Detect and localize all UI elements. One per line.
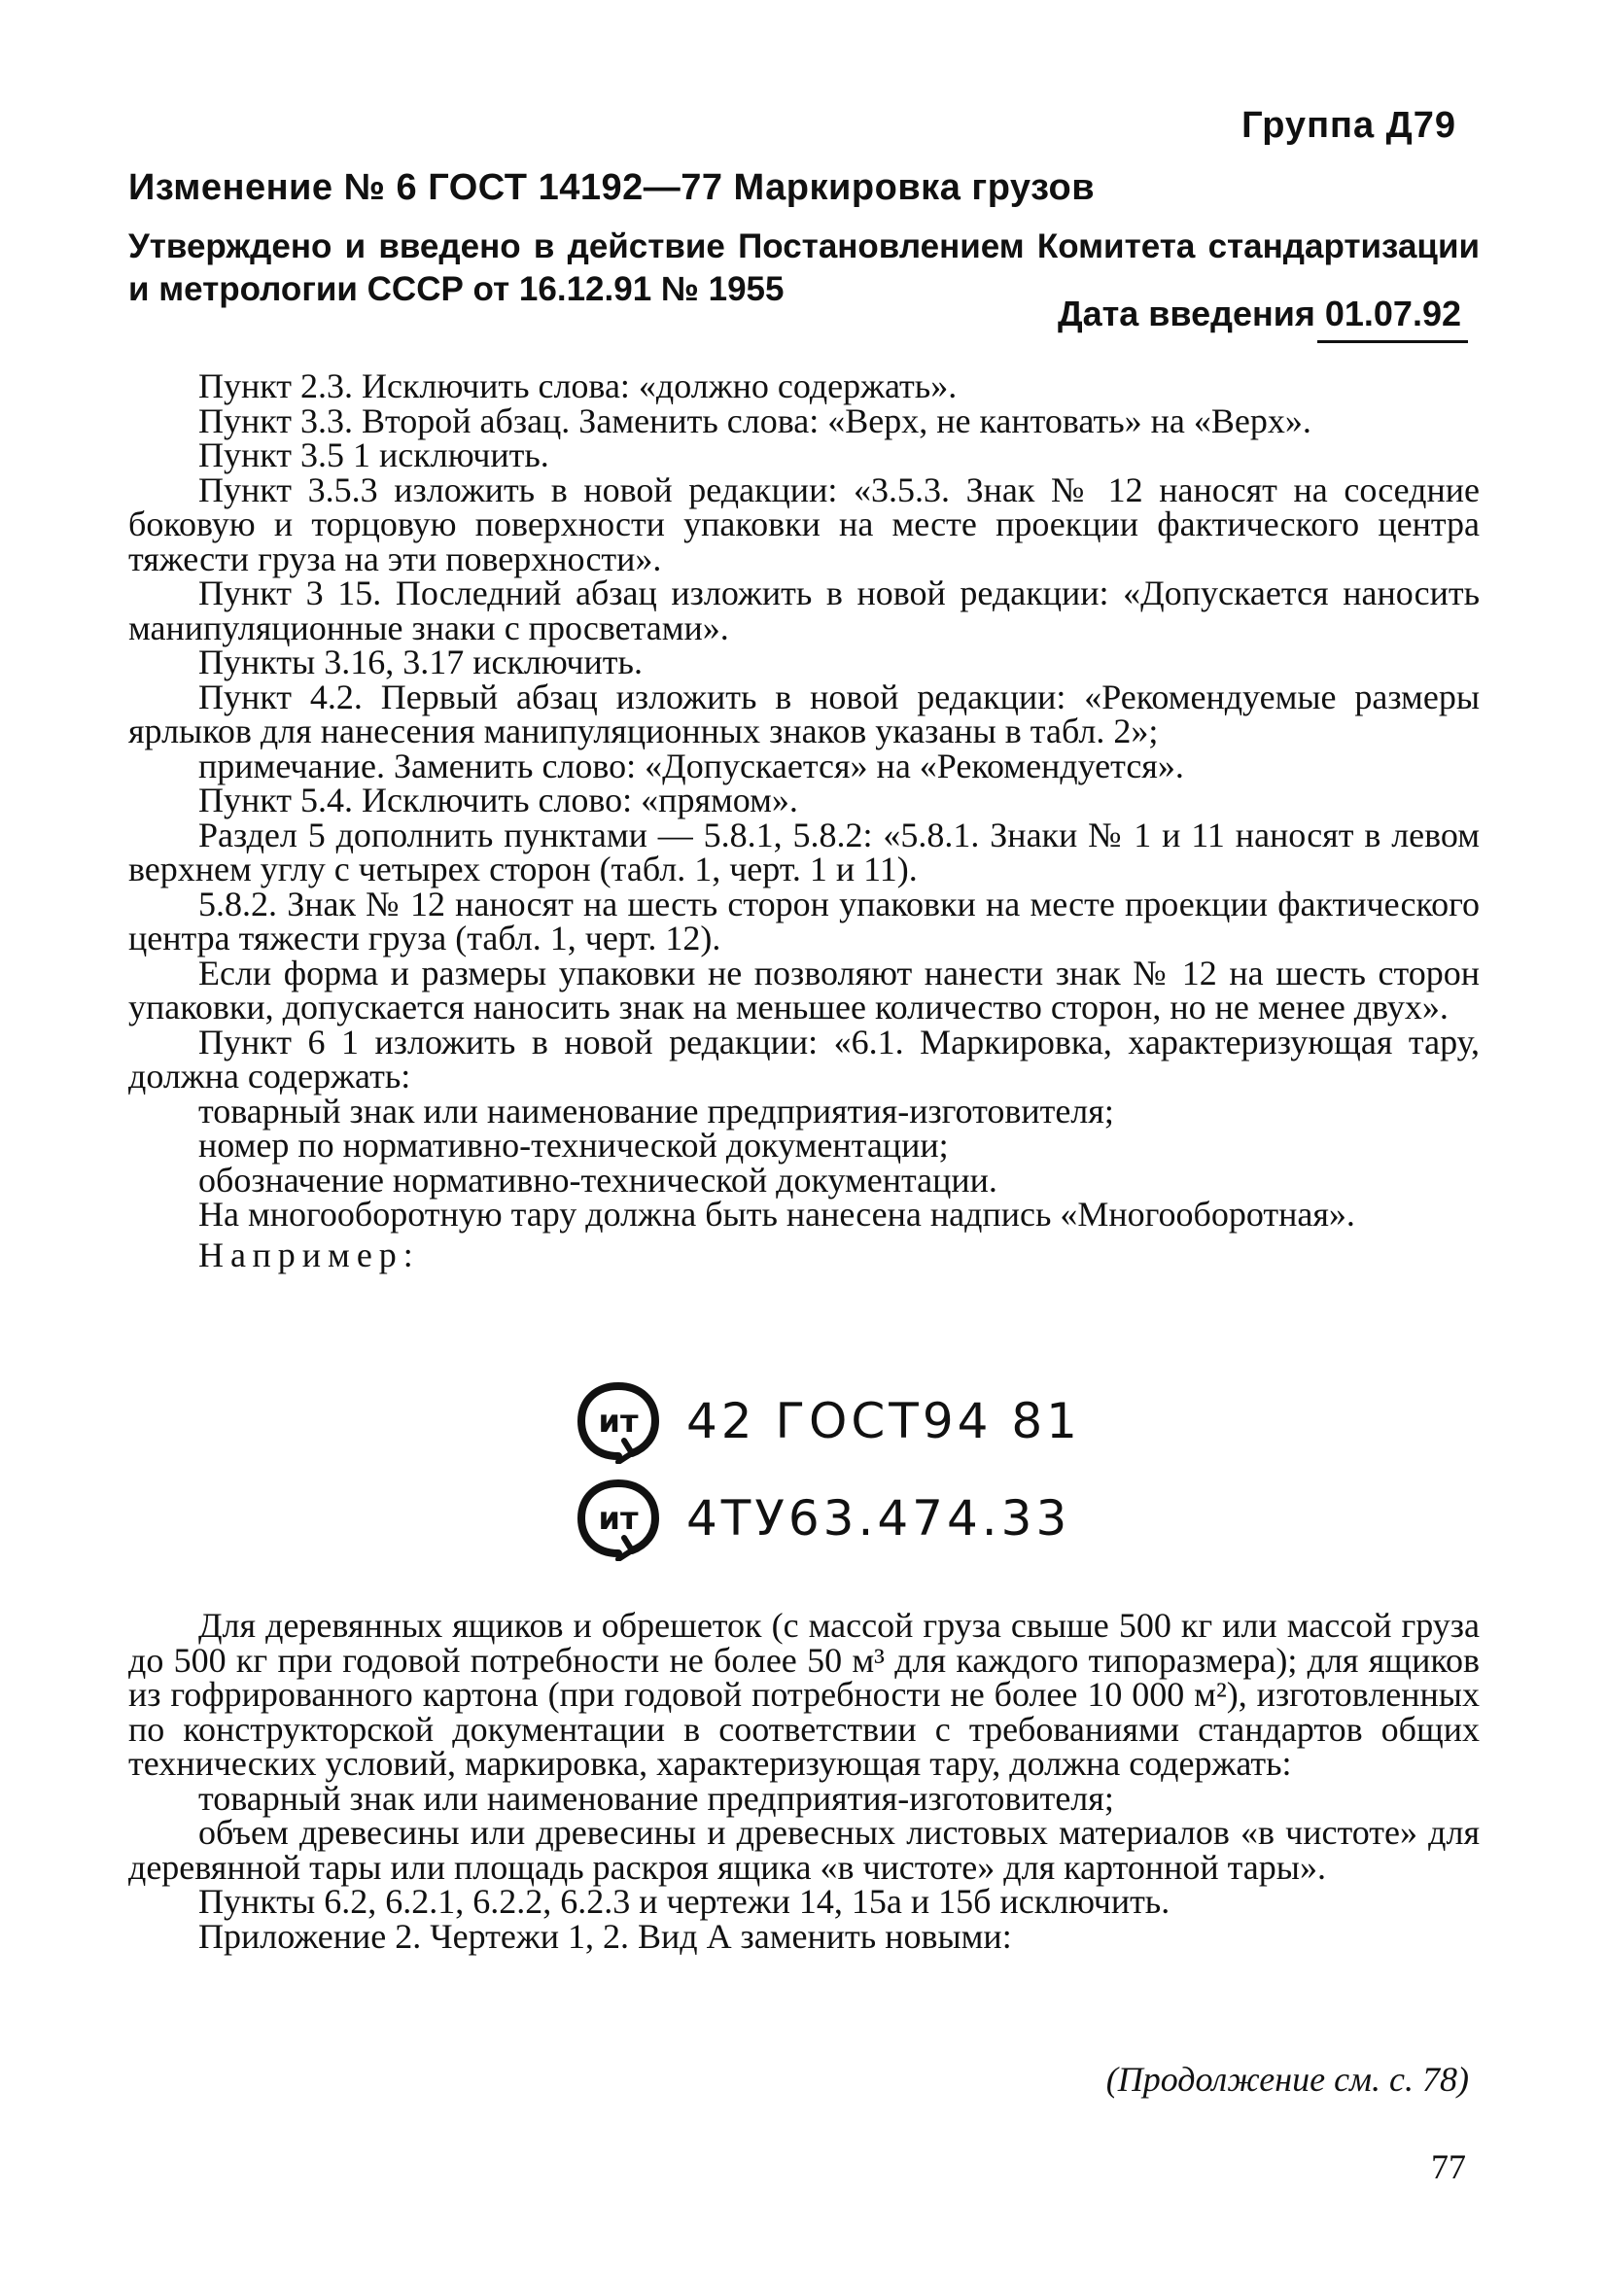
marking-examples <box>574 1378 1157 1573</box>
mark-example-1 <box>574 1378 1081 1464</box>
date-underline <box>1317 340 1468 343</box>
paragraph: Приложение 2. Чертежи 1, 2. Вид А заменить новыми: <box>198 1916 1012 1956</box>
mark-code-2: 4ТУ63.474.33 <box>686 1490 1071 1547</box>
paragraph: Пункт 3.5 1 исключить. <box>198 435 549 474</box>
paragraph: Раздел 5 дополнить пунктами — 5.8.1, 5.8.2: «5.8.1. Знаки № 1 и 11 наносят в левом верхнем углу с четырех сторон (табл. 1, черт. 1 и 11). <box>128 815 1480 888</box>
mark-example-2 <box>574 1476 1070 1561</box>
paragraph: Для деревянных ящиков и обрешеток (с массой груза свыше 500 кг или массой груза до 500 кг при годовой потребности не более 50 м³ для каждого типоразмера); для ящиков из гофрированного картона (при годовой потребности не более 10 000 м²), изготовленных по конструкторской документации в соответствии с требованиями стандартов общих технических условий, маркировка, характеризующая тару, должна содержать: <box>128 1606 1480 1783</box>
paragraph: Пункты 6.2, 6.2.1, 6.2.2, 6.2.3 и чертежи 14, 15а и 15б исключить. <box>198 1882 1170 1921</box>
paragraph: Пункт 6 1 изложить в новой редакции: «6.1. Маркировка, характеризующая тару, должна содержать: <box>128 1022 1480 1096</box>
paragraph: Пункт 3.5.3 изложить в новой редакции: «3.5.3. Знак № 12 наносят на соседние боковую и торцовую поверхности упаковки на месте проекции фактического центра тяжести груза на эти поверхности». <box>128 470 1480 578</box>
example-label: Например: <box>198 1235 420 1274</box>
reusable-container-emblem-icon <box>574 1476 663 1561</box>
page-number: 77 <box>1431 2147 1466 2186</box>
list-item: товарный знак или наименование предприятия-изготовителя; <box>198 1091 1114 1131</box>
list-item: объем древесины или древесины и древесных листовых материалов «в чистоте» для деревянной тары или площадь раскроя ящика «в чистоте» для картонной тары». <box>128 1813 1480 1887</box>
group-label: Группа Д79 <box>1241 105 1456 146</box>
continuation-note: (Продолжение см. с. 78) <box>1105 2060 1469 2099</box>
list-item: номер по нормативно-технической документации; <box>198 1126 949 1165</box>
paragraph: Пункт 3.3. Второй абзац. Заменить слова: «Верх, не кантовать» на «Верх». <box>198 400 1311 440</box>
paragraph: примечание. Заменить слово: «Допускается» на «Рекомендуется». <box>198 746 1184 785</box>
approval-statement: Утверждено и введено в действие Постановлением Комитета стандартизации и метрологии СССР от 16.12.91 № 1955 <box>128 227 1480 308</box>
paragraph: Пункты 3.16, 3.17 исключить. <box>198 643 643 681</box>
paragraph: 5.8.2. Знак № 12 наносят на шесть сторон упаковки на месте проекции фактического центра тяжести груза (табл. 1, черт. 12). <box>128 884 1480 957</box>
paragraph: Пункт 4.2. Первый абзац изложить в новой редакции: «Рекомендуемые размеры ярлыков для нанесения манипуляционных знаков указаны в табл. 2»; <box>128 677 1480 750</box>
reusable-container-emblem-icon <box>574 1378 663 1464</box>
list-item: товарный знак или наименование предприятия-изготовителя; <box>198 1778 1114 1818</box>
introduction-date: Дата введения 01.07.92 <box>1057 294 1461 333</box>
emblem-text: ит <box>598 1403 639 1440</box>
emblem-text: ит <box>598 1500 639 1537</box>
mark-code-1: 42 ГОСТ94 81 <box>686 1393 1081 1449</box>
amendment-title: Изменение № 6 ГОСТ 14192—77 Маркировка грузов <box>128 167 1096 208</box>
paragraph: Пункт 3 15. Последний абзац изложить в новой редакции: «Допускается наносить манипуляционные знаки с просветами». <box>128 574 1480 647</box>
paragraph: Пункт 2.3. Исключить слова: «должно содержать». <box>198 366 958 405</box>
paragraph: Если форма и размеры упаковки не позволяют нанести знак № 12 на шесть сторон упаковки, допускается наносить знак на меньшее количество сторон, но не менее двух». <box>128 953 1480 1026</box>
amendment-body-continued <box>128 1606 1480 1956</box>
list-item: обозначение нормативно-технической документации. <box>198 1160 997 1200</box>
amendment-body <box>128 366 1480 1274</box>
paragraph: На многооборотную тару должна быть нанесена надпись «Многооборотная». <box>198 1195 1355 1234</box>
paragraph: Пункт 5.4. Исключить слово: «прямом». <box>198 781 798 819</box>
